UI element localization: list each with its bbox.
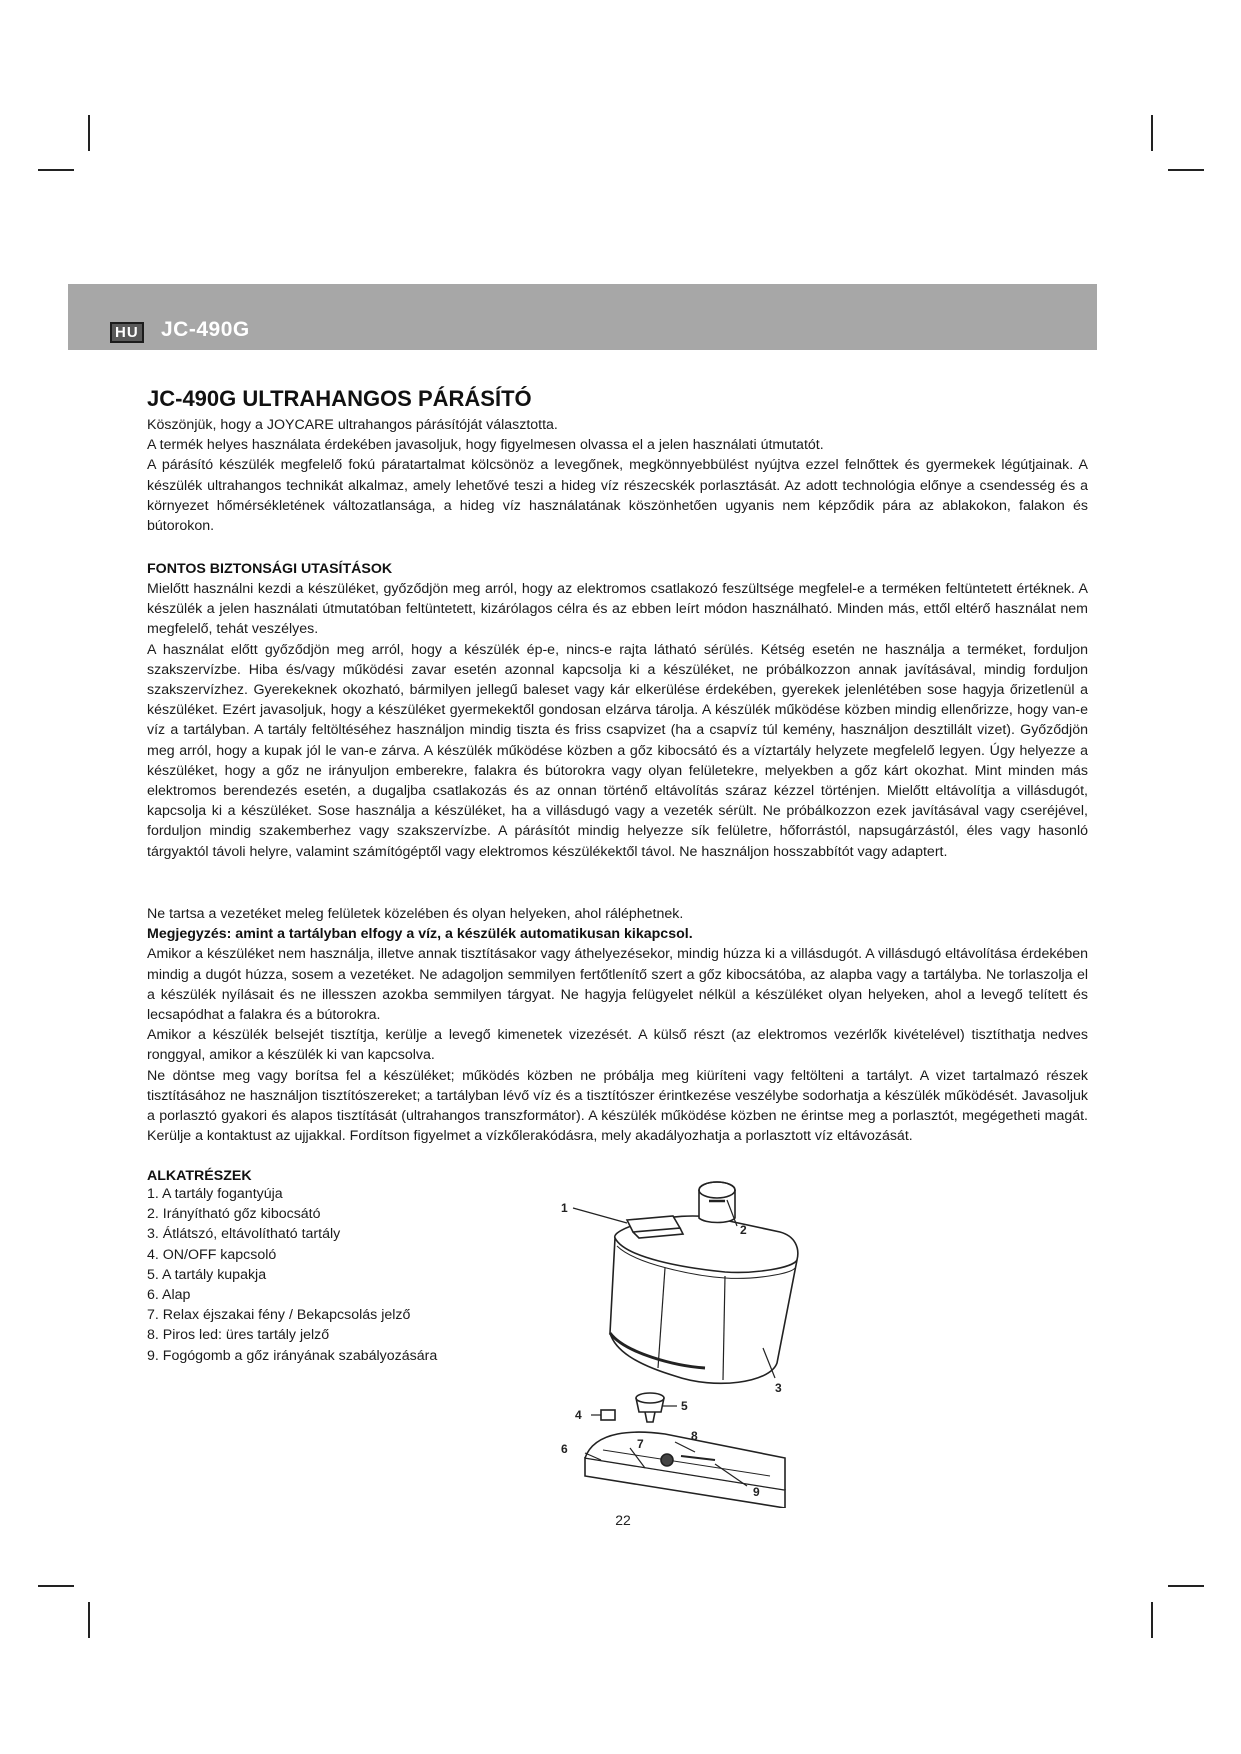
care-paragraph: Amikor a készüléket nem használja, illetve annak tisztításakor vagy áthelyezésekor, mindig húzza ki a villásdugót. A villásdugó eltávolítása érdekében mindig a dugót húzza, sosem a vezetéket. Ne adagoljon semmilyen fertőtlenítő szert a gőz kibocsátóba, az alapba vagy a tartályba. Ne torlaszolja el a készülék nyílásait és ne illesszen azokba semmilyen tárgyat. Ne hagyja felügyelet nélkül a készüléket olyan helyeken, ahol a levegő telített és lecsapódhat a falakra és a bútorokra. xyxy=(147,946,1088,1024)
figure-label: 6 xyxy=(561,1442,568,1456)
crop-mark xyxy=(1151,1602,1153,1638)
safety-section xyxy=(147,559,1088,862)
figure-label: 5 xyxy=(681,1399,688,1413)
figure-label: 3 xyxy=(775,1381,782,1395)
header-model: JC-490G xyxy=(161,318,250,341)
figure-label: 4 xyxy=(575,1408,582,1422)
parts-list xyxy=(147,1184,437,1366)
figure-label: 2 xyxy=(740,1223,747,1237)
list-item: 3. Átlátszó, eltávolítható tartály xyxy=(147,1226,341,1243)
parts-heading: ALKATRÉSZEK xyxy=(147,1168,252,1184)
care-paragraph: Ne döntse meg vagy borítsa fel a készüléket; működés közben ne próbálja meg kiüríteni vagy feltölteni a tartályt. A vizet tartalmazó részek tisztításához ne használjon tisztítószereket; a tartályban lévő víz és a tisztítószer érintkezése veszélybe sodorhatja a készülék működését. Javasoljuk a porlasztó gyakori és alapos tisztítását (ultrahangos transzformátor). A készülék működése közben ne érintse meg a porlasztót, megégetheti magát. Kerülje a kontaktust az ujjakkal. Fordítson figyelmet a vízkőlerakódásra, mely akadályozhatja a porlasztott víz eltávozását. xyxy=(147,1067,1088,1145)
list-item: 2. Irányítható gőz kibocsátó xyxy=(147,1206,321,1223)
care-section xyxy=(147,904,1088,1146)
care-line: Ne tartsa a vezetéket meleg felületek közelében és olyan helyeken, ahol ráléphetnek. xyxy=(147,906,684,922)
list-item: 5. A tartály kupakja xyxy=(147,1266,267,1283)
page-number: 22 xyxy=(615,1512,631,1528)
care-paragraph: Amikor a készülék belsejét tisztítja, kerülje a levegő kimenetek vizezését. A külső részt (az elektromos vezérlők kivételével) tisztíthatja nedves ronggyal, amikor a készülék ki van kapcsolva. xyxy=(147,1027,1088,1064)
crop-mark xyxy=(38,169,74,171)
crop-mark xyxy=(88,1602,90,1638)
list-item: 1. A tartály fogantyúja xyxy=(147,1186,283,1202)
intro-section xyxy=(147,415,1088,536)
list-item: 4. ON/OFF kapcsoló xyxy=(147,1246,277,1263)
intro-paragraph: Köszönjük, hogy a JOYCARE ultrahangos párásítóját választotta. xyxy=(147,417,558,433)
page-title: JC-490G ULTRAHANGOS PÁRÁSÍTÓ xyxy=(147,386,532,411)
figure-label: 8 xyxy=(691,1429,698,1443)
figure-label: 9 xyxy=(753,1485,760,1499)
parts-heading-wrap xyxy=(147,1166,547,1186)
safety-paragraph: A használat előtt győződjön meg arról, hogy a készülék ép-e, nincs-e rajta látható sérülés. Kétség esetén ne használja a terméket, forduljon szakszervízbe. Hiba és/vagy működési zavar esetén azonnal kapcsolja ki a készüléket, ne próbálkozzon annak javításával, mindig forduljon szakszervízhez. Gyerekeknek okozható, bármilyen jellegű baleset vagy kár elkerülése érdekében, gyerekek jelenlétében sose hagyja őrizetlenül a készüléket. Ezért javasoljuk, hogy a készüléket gyermekektől gondosan elzárva tárolja. A készülék működése közben mindig ellenőrizze, hogy van-e víz a tartályban. A tartály feltöltéséhez használjon mindig tiszta és friss csapvizet (ha a csapvíz túl kemény, használjon desztillált vizet). Győződjön meg arról, hogy a kupak jól le van-e zárva. A készülék működése közben a gőz kibocsátó és a víztartály helyzete megfelelő legyen. Úgy helyezze a készüléket, hogy a gőz ne irányuljon emberekre, falakra és bútorokra vagy olyan felületekre, melyekben a gőz kárt okozhat. Mint minden más elektromos berendezés esetén, a dugaljba csatlakozás és az onnan történő eltávolítás száraz kézzel történjen. Mielőtt eltávolítja a villásdugót, kapcsolja ki a készüléket. Sose használja a készüléket, ha a villásdugó vagy a vezeték sérült. Ne próbálkozzon ezek javításával vagy cseréjével, forduljon mindig szakemberhez vagy szakszervízbe. A párásítót mindig helyezze sík felületre, hőforrástól, napsugárzástól, éles vagy hasonló tárgyaktól távoli helyre, valamint számítógéptől vagy elektromos készülékektől távol. Ne használjon hosszabbítót vagy adaptert. xyxy=(147,641,1088,860)
crop-mark xyxy=(1151,115,1153,151)
list-item: 9. Fogógomb a gőz irányának szabályozására xyxy=(147,1347,438,1364)
crop-mark xyxy=(1168,169,1204,171)
list-item: 8. Piros led: üres tartály jelző xyxy=(147,1327,330,1344)
figure-label: 7 xyxy=(637,1437,644,1451)
crop-mark xyxy=(88,115,90,151)
language-badge: HU xyxy=(110,322,144,343)
list-item: 6. Alap xyxy=(147,1287,191,1304)
care-note: Megjegyzés: amint a tartályban elfogy a víz, a készülék automatikusan kikapcsol. xyxy=(147,926,693,943)
safety-heading: FONTOS BIZTONSÁGI UTASÍTÁSOK xyxy=(147,561,393,577)
safety-paragraph: Mielőtt használni kezdi a készüléket, győződjön meg arról, hogy az elektromos csatlakozó feszültsége megfelel-e a terméken feltüntetett értéknek. A készülék a jelen használati útmutatóban feltüntetett, kizárólagos célra és az ebben leírt módon használható. Minden más, ettől eltérő használat nem megfelelő, tehát veszélyes. xyxy=(147,581,1088,638)
crop-mark xyxy=(1168,1585,1204,1587)
crop-mark xyxy=(38,1585,74,1587)
figure-label: 1 xyxy=(561,1201,568,1215)
list-item: 7. Relax éjszakai fény / Bekapcsolás jelző xyxy=(147,1307,411,1324)
header-band xyxy=(68,284,1097,350)
intro-paragraph: A termék helyes használata érdekében javasoljuk, hogy figyelmesen olvassa el a jelen használati útmutatót. xyxy=(147,437,824,454)
humidifier-diagram xyxy=(555,1168,855,1508)
intro-paragraph: A párásító készülék megfelelő fokú páratartalmat kölcsönöz a levegőnek, megkönnyebbülést nyújtva ezzel felnőttek és gyermekek légútjainak. A készülék ultrahangos technikát alkalmaz, amely lehetővé teszi a hideg víz részecskék porlasztását. Az adott technológia előnye a csendesség és a környezet hőmérsékletének változatlansága, a hideg víz használatának köszönhetően ugyanis nem képződik pára az ablakokon, falakon és bútorokon. xyxy=(147,457,1088,535)
